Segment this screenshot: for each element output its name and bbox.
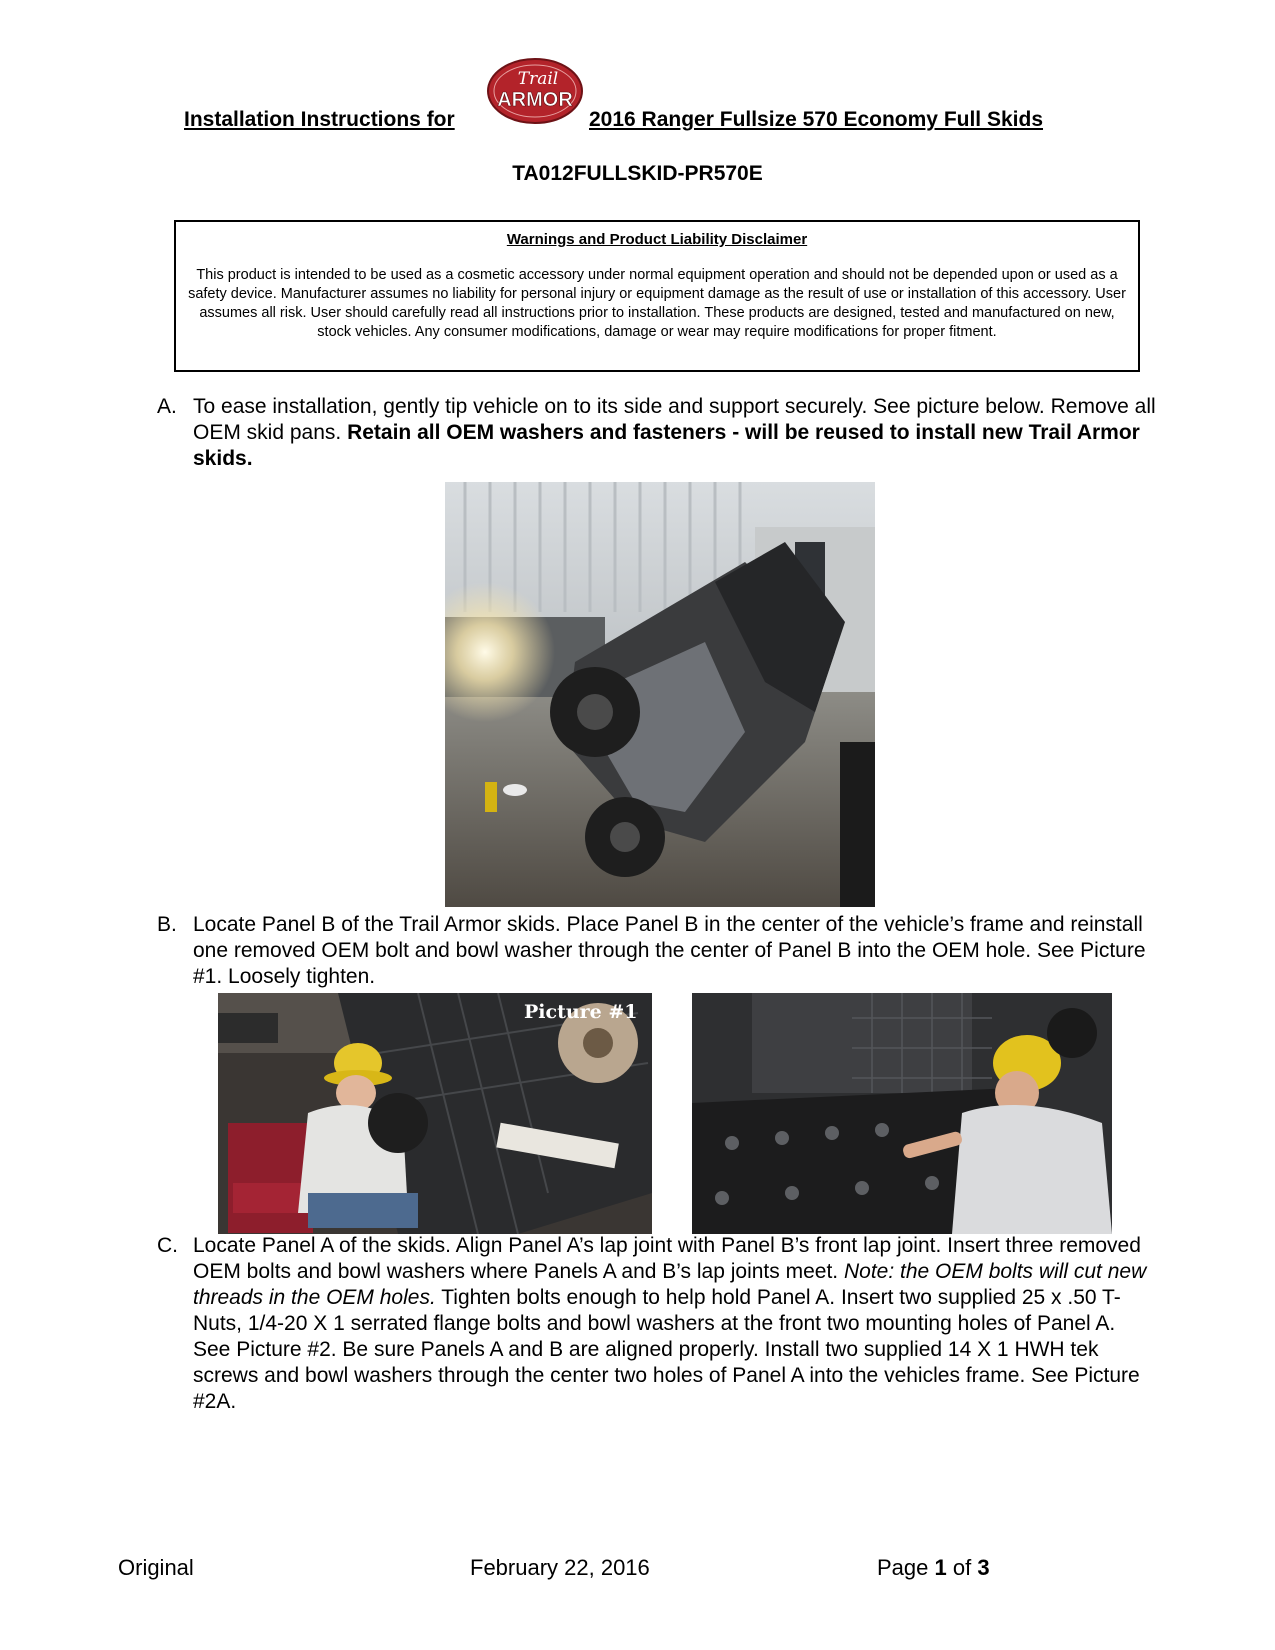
step-a-bold-text: Retain all OEM washers and fasteners - will be reused to install new Trail Armor skids. [193, 421, 1140, 470]
footer-version: Original [118, 1555, 194, 1580]
step-c-text-1: Locate Panel A of the skids. Align Panel A’s lap joint with Panel B’s front lap joint. Insert three removed OEM bolts and bowl washers where Panels A and B’s lap joints meet. [193, 1234, 1141, 1283]
step-c-note: Note: the OEM bolts will cut new threads in the OEM holes. [193, 1260, 1147, 1309]
header-title-right: 2016 Ranger Fullsize 570 Economy Full Skids [589, 108, 1044, 131]
svg-text:Trail: Trail [517, 69, 559, 89]
photo-installing-panel-b-detail [692, 993, 1112, 1234]
footer-page-current: 1 [934, 1555, 947, 1580]
step-c-text-2: Tighten bolts enough to help hold Panel A. Insert two supplied 25 x .50 T-Nuts, 1/4-20 X 1 serrated flange bolts and bowl washers at the front two mounting holes of Panel A. See Picture #2. Be sure Panels A and B are aligned properly. Install two supplied 14 X 1 HWH tek screws and bowl washers through the center two holes of Panel A into the vehicles frame. See Picture #2A. [193, 1286, 1140, 1413]
footer-page-of: of [946, 1555, 978, 1580]
step-a [157, 394, 1157, 472]
svg-text:ARMOR: ARMOR [497, 89, 573, 111]
step-b-text: Locate Panel B of the Trail Armor skids. Place Panel B in the center of the vehicle’s frame and reinstall one removed OEM bolt and bowl washer through the center of Panel B into the OEM hole. See Picture #1. Loosely tighten. [193, 913, 1146, 988]
footer-page-number [877, 1555, 990, 1581]
footer-page-prefix: Page [877, 1555, 935, 1580]
step-c [157, 1233, 1157, 1415]
header-title-left: Installation Instructions for [184, 108, 455, 131]
photo-vehicle-tipped-on-side [445, 482, 875, 907]
footer-date: February 22, 2016 [470, 1555, 650, 1580]
part-number: TA012FULLSKID-PR570E [512, 162, 763, 185]
step-b [157, 912, 1157, 990]
disclaimer-title: Warnings and Product Liability Disclaimer [506, 231, 808, 248]
step-c-letter: C. [157, 1234, 178, 1257]
disclaimer-text: This product is intended to be used as a cosmetic accessory under normal equipment operation and should not be depended upon or used as a safety device. Manufacturer assumes no liability for personal injury or equipment damage as the result of use or installation of this accessory. User assumes all risk. User should carefully read all instructions prior to installation. These products are designed, tested and manufactured on new, stock vehicles. Any consumer modifications, damage or wear may require modifications for proper fitment. [188, 267, 1126, 340]
step-a-letter: A. [157, 395, 177, 418]
picture-1-label: Picture #1 [524, 1001, 638, 1023]
trail-armor-logo [486, 57, 584, 125]
step-b-letter: B. [157, 913, 177, 936]
step-a-text: To ease installation, gently tip vehicle on to its side and support securely. See picture below. Remove all OEM skid pans. [193, 395, 1156, 444]
photo-picture-1-installing-panel-b [218, 993, 652, 1234]
disclaimer-box [174, 220, 1140, 372]
footer-page-total: 3 [977, 1555, 990, 1580]
